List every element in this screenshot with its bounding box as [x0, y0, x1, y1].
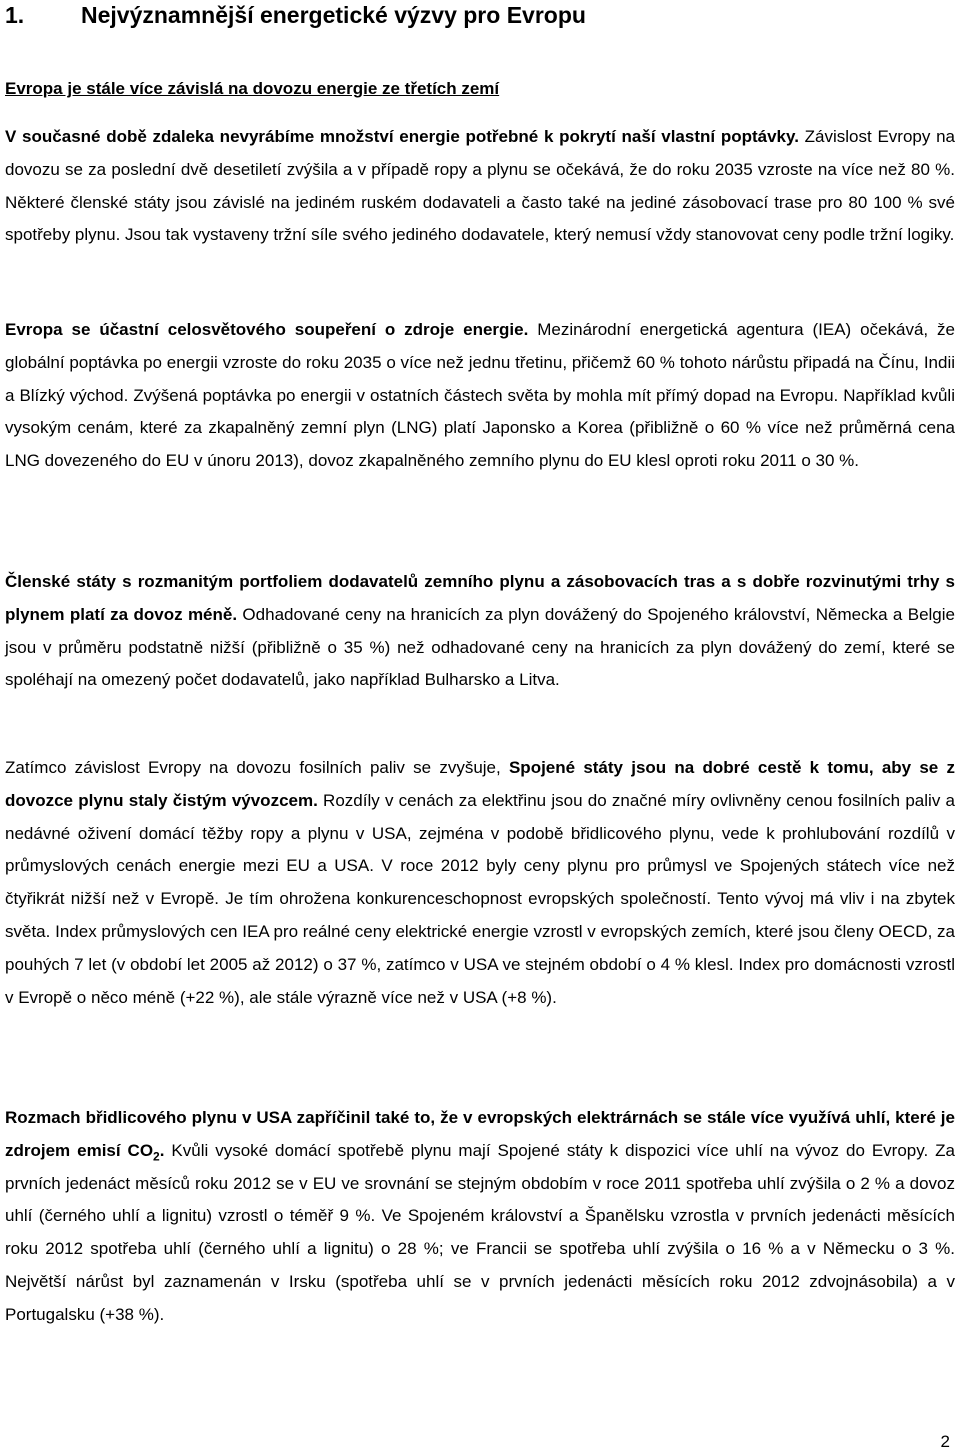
- paragraph-lead: Členské státy s rozmanitým portfoliem dodavatelů zemního plynu a zásobovacích tras a s dobře rozvinutými trhy s plynem platí za dovoz méně.: [5, 572, 955, 624]
- paragraph-lead-text: Rozmach břidlicového plynu v USA zapříčinil také to, že v evropských elektrárnách se stále více využívá uhlí, které je zdrojem emisí CO: [5, 1108, 955, 1160]
- paragraph-body: Odhadované ceny na hranicích za plyn dovážený do Spojeného království, Německa a Belgie jsou v průměru podstatně nižší (přibližně o 35 %) než odhadované ceny na hranicích za plyn dovážený do zemí, které se spoléhají na omezený počet dodavatelů, jako například Bulharsko a Litva.: [5, 604, 955, 690]
- section-heading: [5, 2, 586, 29]
- paragraph-us-exporter: [5, 752, 955, 1014]
- paragraph-lead-end: .: [159, 1140, 165, 1160]
- paragraph-lead: V současné době zdaleka nevyrábíme množství energie potřebné k pokrytí naší vlastní poptávky.: [5, 127, 799, 146]
- paragraph-intro: Zatímco závislost Evropy na dovozu fosilních paliv se zvyšuje,: [5, 758, 509, 777]
- paragraph-diversified-suppliers: [5, 566, 955, 697]
- paragraph-shale-coal: [5, 1102, 955, 1332]
- section-number: 1.: [5, 2, 25, 28]
- paragraph-lead: Spojené státy jsou na dobré cestě k tomu, aby se z dovozce plynu staly čistým vývozcem.: [5, 758, 955, 810]
- co2-subscript: 2: [153, 1149, 160, 1164]
- paragraph-body: Kvůli vysoké domácí spotřebě plynu mají Spojené státy k dispozici více uhlí na vývoz do Evropy. Za prvních jedenáct měsíců roku 2012 se v EU ve srovnání se stejným obdobím v roce 2011 spotřeba uhlí zvýšila o 2 % a dovoz uhlí (černého uhlí a lignitu) vzrostl o téměř 9 %. Ve Spojeném království a Španělsku vzrostla v prvních jedenácti měsících roku 2012 spotřeba uhlí (černého uhlí a lignitu) o 28 %; ve Francii se spotřeba uhlí zvýšila o 16 % a v Německu o 3 %. Největší nárůst byl zaznamenán v Irsku (spotřeba uhlí se v prvních jedenácti měsících roku 2012 zdvojnásobila) a v Portugalsku (+38 %).: [5, 1140, 955, 1324]
- paragraph-body: Závislost Evropy na dovozu se za poslední dvě desetiletí zvýšila a v případě ropy a plynu se očekává, že do roku 2035 vzroste na více než 80 %. Některé členské státy jsou závislé na jediném ruském dodavateli a často také na jediné zásobovací trase pro 80 100 % své spotřeby plynu. Jsou tak vystaveny tržní síle svého jediného dodavatele, který nemusí vždy stanovovat ceny podle tržní logiky.: [5, 127, 955, 245]
- paragraph-lead: Evropa se účastní celosvětového soupeření o zdroje energie.: [5, 320, 529, 339]
- paragraph-global-competition: [5, 314, 955, 478]
- section-title: Nejvýznamnější energetické výzvy pro Evropu: [81, 2, 586, 28]
- paragraph-body: Mezinárodní energetická agentura (IEA) očekává, že globální poptávka po energii vzroste do roku 2035 o více než jednu třetinu, přičemž 60 % tohoto nárůstu připadá na Čínu, Indii a Blízký východ. Zvýšená poptávka po energii v ostatních částech světa by mohla mít přímý dopad na Evropu. Například kvůli vysokým cenám, které za zkapalněný zemní plyn (LNG) platí Japonsko a Korea (přibližně o 60 % více než průměrná cena LNG dovezeného do EU v únoru 2013), dovoz zkapalněného zemního plynu do EU klesl oproti roku 2011 o 30 %.: [5, 320, 956, 471]
- paragraph-body: Rozdíly v cenách za elektřinu jsou do značné míry ovlivněny cenou fosilních paliv a nedávné oživení domácí těžby ropy a plynu v USA, zejména v podobě břidlicového plynu, vede k prohlubování rozdílů v průmyslových cenách energie mezi EU a USA. V roce 2012 byly ceny plynu pro průmysl ve Spojených státech více než čtyřikrát nižší než v Evropě. Je tím ohrožena konkurenceschopnost evropských společností. Tento vývoj má vliv i na zbytek světa. Index průmyslových cen IEA pro reálné ceny elektrické energie vzrostl v evropských zemích, které jsou členy OECD, za pouhých 7 let (v období let 2005 až 2012) o 37 %, zatímco v USA ve stejném období o 4 % klesl. Index pro domácnosti vzrostl v Evropě o něco méně (+22 %), ale stále výrazně více než v USA (+8 %).: [5, 790, 955, 1007]
- subsection-heading: Evropa je stále více závislá na dovozu energie ze třetích zemí: [5, 79, 500, 98]
- page-number: 2: [940, 1432, 950, 1451]
- paragraph-import-dependence: [5, 121, 955, 252]
